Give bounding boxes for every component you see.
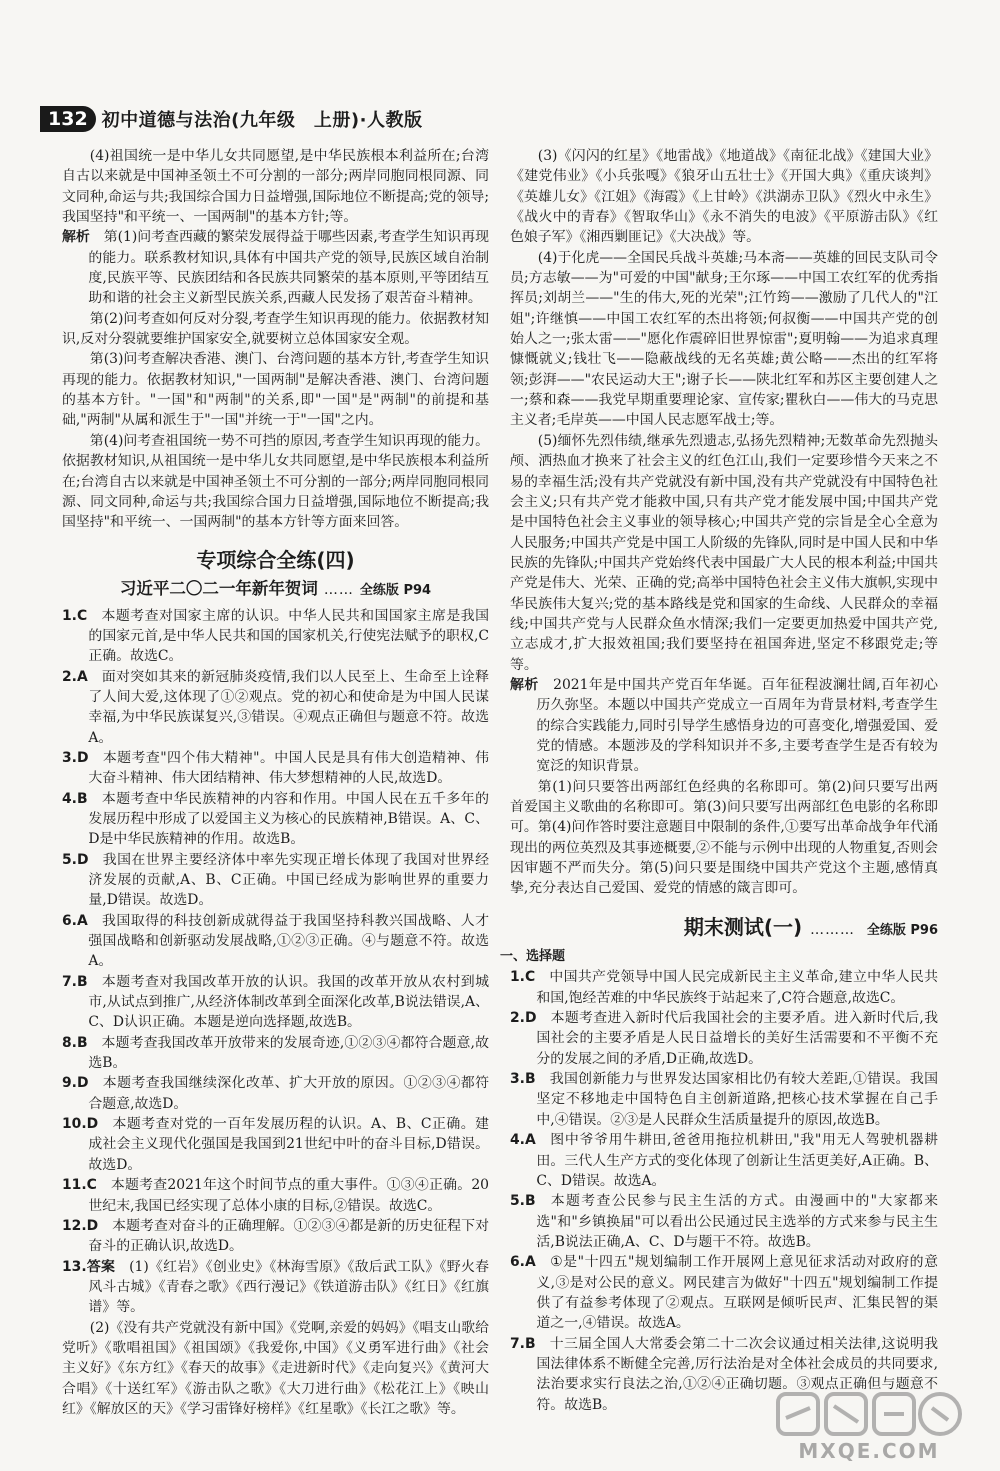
- page-reference: 全练版 P96: [866, 922, 938, 938]
- answer-paragraph: (4)祖国统一是中华儿女共同愿望,是中华民族根本利益所在;台湾自古以来就是中国神圣领土不可分割的一部分;两岸同胞同根同源、同文同种,命运与共;我国综合国力日益增强,国际地位不断提高;党的领导;我国坚持"和平统一、一国两制"的基本方针;等。: [62, 148, 489, 226]
- answer-item: [510, 1252, 938, 1333]
- answer-text: 我国取得的科技创新成就得益于我国坚持科教兴国战略、人才强国战略和创新驱动发展战略,①②③正确。④与题意不符。故选A。: [88, 912, 489, 970]
- answer-item: [62, 1073, 489, 1114]
- answer-label: 2.D: [510, 1010, 537, 1027]
- answer-item: [62, 1175, 489, 1216]
- left-column: [62, 146, 489, 1419]
- answer-text: 本题考查对国家主席的认识。中华人民共和国国家主席是我国的国家元首,是中华人民共和国的国家机关,行使宪法赋予的职权,C正确。故选C。: [88, 607, 489, 665]
- answer-text: 本题考查进入新时代后我国社会的主要矛盾。进入新时代后,我国社会的主要矛盾是人民日益增长的美好生活需要和不平衡不充分的发展之间的矛盾,D正确,故选D。: [536, 1010, 938, 1067]
- answer-item: [510, 1130, 938, 1191]
- answer-item: [62, 748, 489, 789]
- answer-text: (1)《红岩》《创业史》《林海雪原》《敌后武工队》《野火春风斗古城》《青春之歌》《西行漫记》《铁道游击队》《红日》《红旗谱》等。: [88, 1258, 489, 1316]
- answer-item: [510, 1191, 938, 1252]
- answer-text: 本题考查公民参与民主生活的方式。由漫画中的"大家都来选"和"乡镇换届"可以看出公民通过民主选举的方式来参与民主生活,B说法正确,A、C、D与题干不符。故选B。: [536, 1193, 938, 1250]
- leader-dots: ……: [323, 581, 354, 598]
- answer-text: 本题考查对我国改革开放的认识。我国的改革开放从农村到城市,从试点到推广,从经济体制改革到全面深化改革,B说法错误,A、C、D认识正确。本题是逆向选择题,故选B。: [88, 973, 489, 1031]
- section-subtitle-row: [62, 577, 489, 603]
- answer-text: 面对突如其来的新冠肺炎疫情,我们以人民至上、生命至上诠释了人间大爱,这体现了①②观点。党的初心和使命是为中国人民谋幸福,为中华民族谋复兴,③错误。④观点正确但与题意不符。故选A。: [88, 668, 489, 746]
- answer-text: 我国创新能力与世界发达国家相比仍有较大差距,①错误。我国坚定不移地走中国特色自主创新道路,把核心技术掌握在自己手中,④错误。②③是人民群众生活质量提升的原因,故选B。: [536, 1071, 938, 1128]
- answer-label: 3.B: [510, 1071, 536, 1088]
- page-number: 132: [40, 106, 96, 132]
- answer-item: [62, 850, 489, 911]
- answer-text: 本题考查我国改革开放带来的发展奇迹,①②③④都符合题意,故选B。: [88, 1034, 489, 1072]
- left-top-answers: [62, 146, 489, 227]
- answer-item: [510, 967, 938, 1008]
- answer-text: 我国在世界主要经济体中率先实现正增长体现了我国对世界经济发展的贡献,A、B、C正确。中国已经成为影响世界的重要力量,D错误。故选D。: [88, 851, 489, 909]
- answer-item: [62, 911, 489, 972]
- answer-label: 10.D: [62, 1116, 99, 1133]
- watermark-icon: [774, 1388, 964, 1440]
- answer-label: 7.B: [510, 1335, 536, 1352]
- exam-heading: [510, 914, 938, 941]
- answer-label: 1.C: [62, 607, 88, 624]
- book-title: 初中道德与法治(九年级 上册)·人教版: [101, 110, 423, 131]
- answer-item: [62, 972, 489, 1033]
- analysis-paragraph: 第(2)问考查如何反对分裂,考查学生知识再现的能力。依据教材知识,反对分裂就要维护国家安全,就要树立总体国家安全观。: [62, 310, 489, 348]
- answer-item: [62, 1216, 489, 1257]
- answer-paragraph: (5)缅怀先烈伟绩,继承先烈遗志,弘扬先烈精神;无数革命先烈抛头颅、洒热血才换来了社会主义的红色江山,我们一定要珍惜今天来之不易的幸福生活;没有共产党就没有新中国,没有共产党就没有中国特色社会主义;只有共产党才能救中国,只有共产党才能发展中国;中国共产党是中国特色社会主义事业的领导核心;中国共产党的宗旨是全心全意为人民服务;中国共产党是中国工人阶级的先锋队,同时是中国人民和中华民族的先锋队;中国共产党始终代表中国最广大人民的根本利益;中国共产党是伟大、光荣、正确的党;高举中国特色社会主义伟大旗帜,实现中华民族伟大复兴;党的基本路线是党和国家的生命线、人民群众的幸福线;中国共产党与人民群众鱼水情深;我们一定要更加热爱中国共产党,立志成才,扩大报效祖国;我们要坚持在祖国奔进,坚定不移跟党走;等等。: [510, 432, 938, 673]
- answer-item: [62, 606, 489, 667]
- section-title: 专项综合全练(四): [196, 547, 355, 572]
- analysis-label: 解析: [62, 229, 90, 246]
- answer-label: 6.A: [62, 912, 88, 929]
- answer-label: 1.C: [510, 969, 536, 986]
- answer-label: 2.A: [62, 668, 88, 685]
- answer-label: 8.B: [62, 1034, 88, 1051]
- analysis-paragraph: 第(3)问考查解决香港、澳门、台湾问题的基本方针,考查学生知识再现的能力。依据教材知识,"一国两制"是解决香港、澳门、台湾问题的基本方针。"一国"和"两制"的关系,即"一国"是"两制"的前提和基础,"两制"从属和派生于"一国"并统一于"一国"之内。: [62, 351, 489, 429]
- answer-label: 4.A: [510, 1132, 536, 1149]
- answer-label: 13.答案: [62, 1258, 116, 1275]
- answer-label: 3.D: [62, 749, 89, 766]
- answer-item: [510, 1069, 938, 1130]
- answer-text: 十三届全国人大常委会第二十二次会议通过相关法律,这说明我国法律体系不断健全完善,厉行法治是对全体社会成员的共同要求,法治要求实行良法之治,①②④正确切题。③观点正确但与题意不符。故选B。: [536, 1335, 938, 1413]
- answer-text: 本题考查对党的一百年发展历程的认识。A、B、C正确。建成社会主义现代化强国是我国到21世纪中叶的奋斗目标,D错误。故选D。: [88, 1116, 489, 1173]
- answer-text: 本题考查对奋斗的正确理解。①②③④都是新的历史征程下对奋斗的正确认识,故选D。: [88, 1217, 489, 1255]
- analysis-label: 解析: [510, 676, 539, 693]
- answer-label: 9.D: [62, 1075, 89, 1092]
- answer-item: [62, 1257, 489, 1318]
- answer-label: 12.D: [62, 1217, 99, 1234]
- answer-text: 图中爷爷用牛耕田,爸爸用拖拉机耕田,"我"用无人驾驶机器耕田。三代人生产方式的变化体现了创新让生活更美好,A正确。B、C、D错误。故选A。: [536, 1132, 938, 1189]
- answer-label: 4.B: [62, 790, 88, 807]
- exam-title: 期末测试(一): [683, 914, 803, 939]
- answer-paragraph: (4)于化虎——全国民兵战斗英雄;马本斋——英雄的回民支队司令员;方志敏——为"可爱的中国"献身;王尔琢——中国工农红军的优秀指挥员;刘胡兰——"生的伟大,死的光荣";江竹筠——激励了几代人的"江姐";许继慎——中国工农红军的杰出将领;何叔衡——中国共产党的创始人之一;张太雷——"愿化作震碎旧世界惊雷";夏明翰——为追求真理慷慨就义;钱壮飞——隐蔽战线的无名英雄;黄公略——杰出的红军将领;彭湃——"农民运动大王";谢子长——陕北红军和苏区主要创建人之一;蔡和森——我党早期重要理论家、宣传家;瞿秋白——伟大的马克思主义者;毛岸英——中国人民志愿军战士;等。: [510, 249, 938, 429]
- left-answer-list: [62, 606, 489, 1318]
- page-reference: 全练版 P94: [359, 582, 432, 598]
- part-label: 一、选择题: [500, 949, 566, 965]
- section-subtitle: 习近平二〇二一年新年贺词: [119, 578, 318, 598]
- analysis-paragraph: 解析 2021年是中国共产党百年华诞。百年征程波澜壮阔,百年初心历久弥坚。本题以中国共产党成立一百周年为背景材料,考查学生的综合实践能力,同时引导学生感悟身边的可喜变化,增强爱国、爱党的情感。本题涉及的学科知识并不多,主要考查学生是否有较为宽泛的知识背景。: [510, 676, 938, 775]
- answer-item: [510, 1008, 938, 1069]
- answer-text: 本题考查2021年这个时间节点的重大事件。①③④正确。20世纪末,我国已经实现了总体小康的目标,②错误。故选C。: [88, 1177, 489, 1214]
- right-top-answers: [510, 146, 938, 675]
- right-column: [500, 146, 938, 1415]
- answer-label: 7.B: [62, 973, 88, 990]
- analysis-paragraph: 第(1)问只要答出两部红色经典的名称即可。第(2)问只要写出两首爱国主义歌曲的名称即可。第(3)问只要写出两部红色电影的名称即可。第(4)问作答时要注意题目中限制的条件,①要写出革命战争年代涌现出的两位英烈及其事迹概要,②不能与示例中出现的人物重复,否则会因审题不严而失分。第(5)问只要是围绕中国共产党这个主题,感情真挚,充分表达自己爱国、爱党的情感的箴言即可。: [510, 778, 938, 897]
- analysis-paragraph: 第(4)问考查祖国统一势不可挡的原因,考查学生知识再现的能力。依据教材知识,从祖国统一是中华儿女共同愿望,是中华民族根本利益所在;台湾自古以来就是中国神圣领土不可分割的一部分;两岸同胞同根同源、同文同种,命运与共;我国综合国力日益增强,国际地位不断提高;我国坚持"和平统一、一国两制"的基本方针等方面来回答。: [62, 432, 489, 531]
- answer-text: 本题考查"四个伟大精神"。中国人民是具有伟大创造精神、伟大奋斗精神、伟大团结精神、伟大梦想精神的人民,故选D。: [88, 749, 489, 787]
- answer-item: [62, 1114, 489, 1175]
- answer-label: 5.D: [62, 851, 89, 868]
- right-answer-list: [510, 967, 938, 1415]
- answer-label: 5.B: [510, 1193, 536, 1210]
- answer-text: ①是"十四五"规划编制工作开展网上意见征求活动对政府的意义,③是对公民的意义。网民建言为做好"十四五"规划编制工作提供了有益参考体现了②观点。互联网是倾听民声、汇集民智的渠道之一,④错误。故选A。: [536, 1254, 938, 1332]
- answer-paragraph: (3)《闪闪的红星》《地雷战》《地道战》《南征北战》《建国大业》《建党伟业》《小兵张嘎》《狼牙山五壮士》《开国大典》《重庆谈判》《英雄儿女》《江姐》《海霞》《上甘岭》《洪湖赤卫队》《烈火中永生》《战火中的青春》《智取华山》《永不消失的电波》《平原游击队》《红色娘子军》《湘西剿匪记》《大决战》等。: [510, 148, 938, 246]
- watermark-url: MXQE.COM: [798, 1439, 940, 1463]
- answer-paragraph: (2)《没有共产党就没有新中国》《党啊,亲爱的妈妈》《唱支山歌给党听》《歌唱祖国》《祖国颂》《我爱你,中国》《义勇军进行曲》《社会主义好》《东方红》《春天的故事》《走进新时代》《走向复兴》《黄河大合唱》《十送红军》《游击队之歌》《大刀进行曲》《松花江上》《映山红》《解放区的天》《学习雷锋好榜样》《红星歌》《长江之歌》等。: [62, 1319, 489, 1417]
- answer-label: 11.C: [62, 1177, 97, 1194]
- answer-text: 本题考查我国继续深化改革、扩大开放的原因。①②③④都符合题意,故选D。: [88, 1075, 489, 1112]
- answer-text: 本题考查中华民族精神的内容和作用。中国人民在五千多年的发展历程中形成了以爱国主义为核心的民族精神,B错误。A、C、D是中华民族精神的作用。故选B。: [88, 790, 489, 848]
- answer-label: 6.A: [510, 1254, 536, 1271]
- answer-item: [62, 789, 489, 850]
- analysis-paragraph: 解析 第(1)问考查西藏的繁荣发展得益于哪些因素,考查学生知识再现的能力。联系教材知识,具体有中国共产党的领导,民族区域自治制度,民族平等、民族团结和各民族共同繁荣的基本原则,平等团结互助和谐的社会主义新型民族关系,西藏人民发扬了艰苦奋斗精神。: [62, 229, 489, 307]
- answer-text: 中国共产党领导中国人民完成新民主主义革命,建立中华人民共和国,饱经苦难的中华民族终于站起来了,C符合题意,故选C。: [536, 969, 938, 1006]
- leader-dots: ………: [810, 921, 855, 938]
- page-header: [40, 104, 422, 134]
- answer-item: [62, 1033, 489, 1074]
- left-analysis: [62, 227, 489, 532]
- answer-item: [62, 667, 489, 748]
- watermark-logo: [774, 1388, 964, 1463]
- right-analysis: [510, 675, 938, 899]
- left-trailing: [62, 1318, 489, 1420]
